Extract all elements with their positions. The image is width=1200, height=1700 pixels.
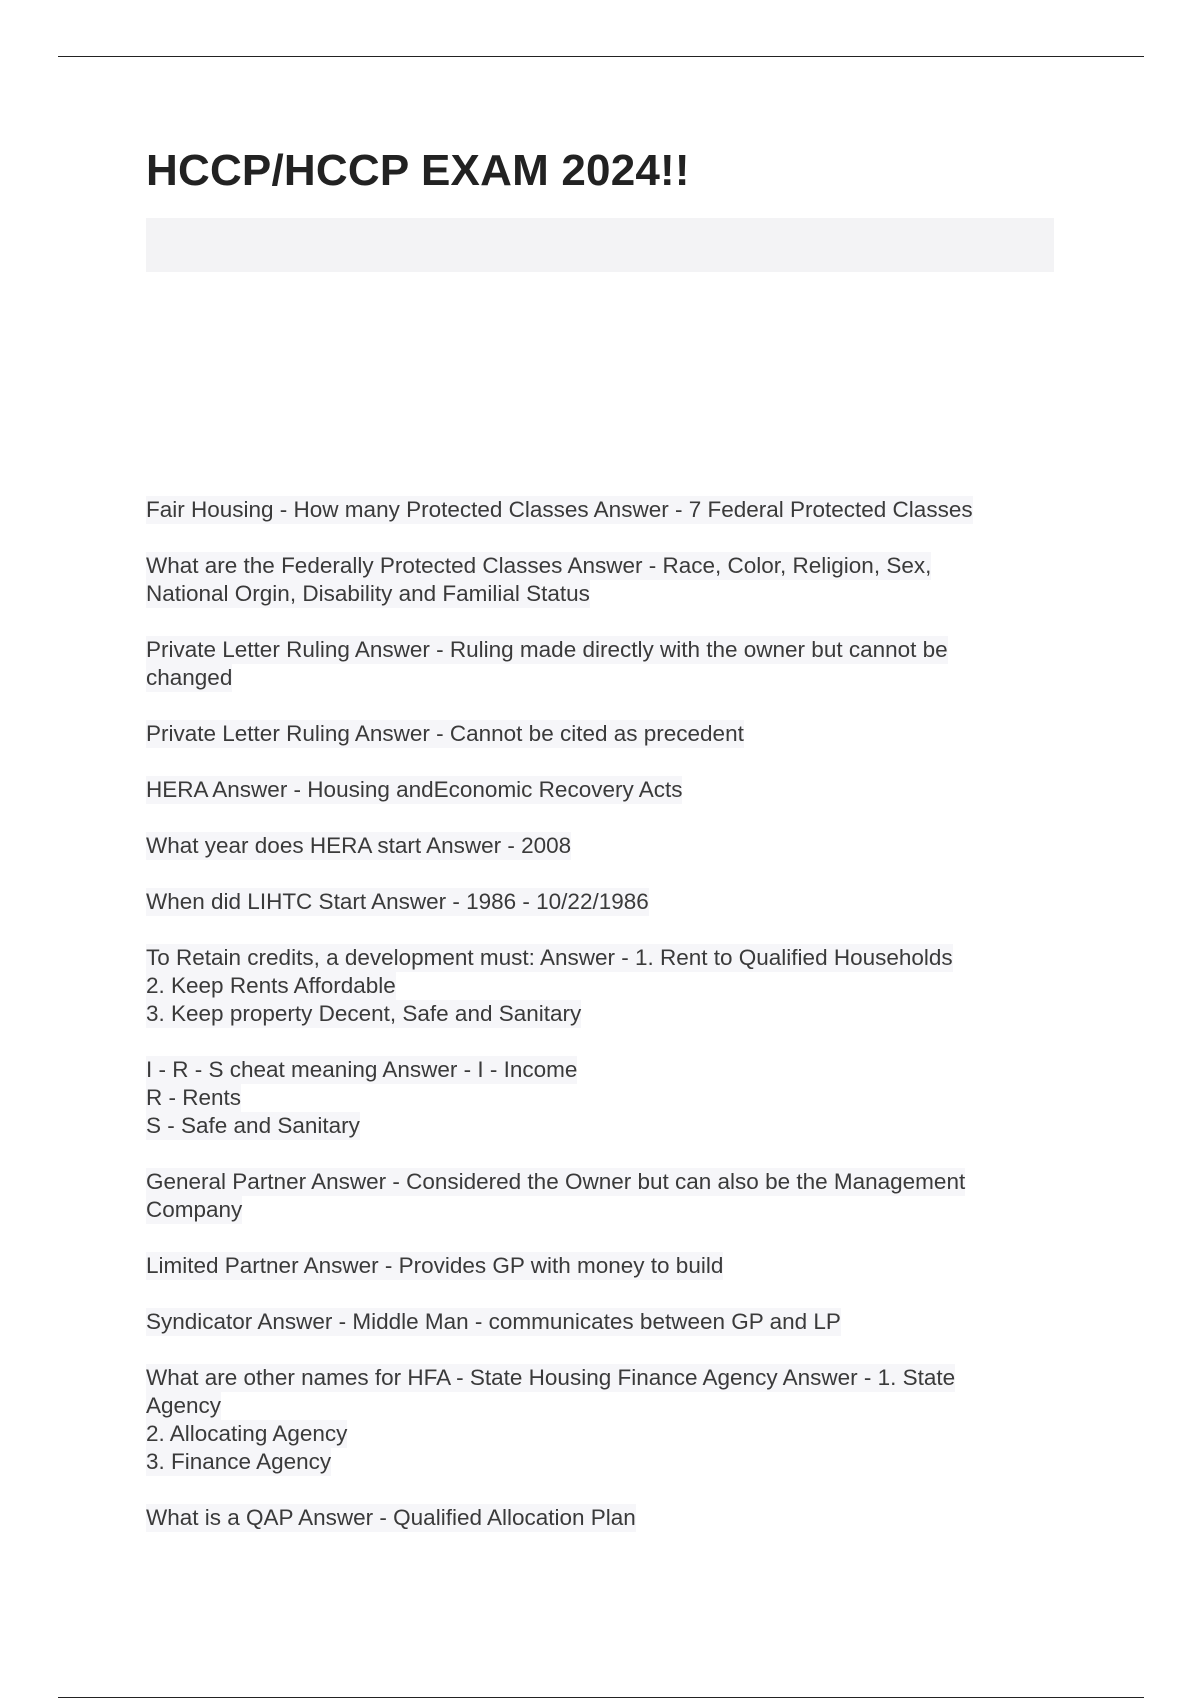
qa-entry-line: What year does HERA start Answer - 2008: [146, 833, 572, 858]
qa-entry: [146, 552, 1056, 608]
qa-entry-line: R - Rents: [146, 1085, 242, 1110]
qa-entry-line: Syndicator Answer - Middle Man - communicates between GP and LP: [146, 1309, 841, 1334]
qa-entry-lines: [146, 720, 1056, 748]
qa-entry-line: 3. Keep property Decent, Safe and Sanitary: [146, 1001, 582, 1026]
qa-entry: [146, 1168, 1056, 1224]
document-title: HCCP/HCCP EXAM 2024!!: [146, 146, 690, 195]
qa-entry: [146, 1504, 1056, 1532]
qa-entry-line: Limited Partner Answer - Provides GP with money to build: [146, 1253, 724, 1278]
qa-entry-lines: [146, 832, 1056, 860]
qa-entry-lines: [146, 496, 1056, 524]
qa-entry-lines: [146, 1308, 1056, 1336]
qa-entry: [146, 1252, 1056, 1280]
qa-entry-line: Private Letter Ruling Answer - Cannot be cited as precedent: [146, 721, 744, 746]
qa-entry-line: What is a QAP Answer - Qualified Allocation Plan: [146, 1505, 636, 1530]
qa-entry-lines: [146, 1364, 1056, 1476]
qa-entry-line: What are the Federally Protected Classes Answer - Race, Color, Religion, Sex,: [146, 553, 932, 578]
qa-entry-line: General Partner Answer - Considered the Owner but can also be the Management: [146, 1169, 966, 1194]
qa-entry: [146, 636, 1056, 692]
qa-entry-list: [146, 496, 1056, 1560]
top-rule: [58, 56, 1144, 57]
qa-entry: [146, 1056, 1056, 1140]
qa-entry-lines: [146, 1504, 1056, 1532]
qa-entry-line: S - Safe and Sanitary: [146, 1113, 360, 1138]
bottom-rule: [58, 1697, 1144, 1698]
qa-entry-line: 2. Allocating Agency: [146, 1421, 348, 1446]
qa-entry-line: National Orgin, Disability and Familial Status: [146, 581, 590, 606]
qa-entry: [146, 720, 1056, 748]
qa-entry-line: HERA Answer - Housing andEconomic Recovery Acts: [146, 777, 683, 802]
qa-entry-lines: [146, 888, 1056, 916]
qa-entry-lines: [146, 636, 1056, 692]
qa-entry-lines: [146, 1252, 1056, 1280]
qa-entry-line: To Retain credits, a development must: Answer - 1. Rent to Qualified Households: [146, 945, 953, 970]
qa-entry-line: Company: [146, 1197, 243, 1222]
qa-entry-lines: [146, 776, 1056, 804]
qa-entry: [146, 496, 1056, 524]
qa-entry-lines: [146, 1056, 1056, 1140]
qa-entry-line: Private Letter Ruling Answer - Ruling made directly with the owner but cannot be: [146, 637, 948, 662]
qa-entry-lines: [146, 1168, 1056, 1224]
qa-entry: [146, 888, 1056, 916]
qa-entry: [146, 776, 1056, 804]
qa-entry-line: 3. Finance Agency: [146, 1449, 332, 1474]
qa-entry-line: When did LIHTC Start Answer - 1986 - 10/22/1986: [146, 889, 649, 914]
qa-entry-line: What are other names for HFA - State Housing Finance Agency Answer - 1. State: [146, 1365, 956, 1390]
qa-entry-line: changed: [146, 665, 233, 690]
qa-entry-line: 2. Keep Rents Affordable: [146, 973, 396, 998]
title-underlay-bar: [146, 218, 1054, 272]
qa-entry: [146, 832, 1056, 860]
qa-entry-line: I - R - S cheat meaning Answer - I - Income: [146, 1057, 578, 1082]
qa-entry: [146, 1308, 1056, 1336]
qa-entry: [146, 1364, 1056, 1476]
qa-entry-lines: [146, 552, 1056, 608]
qa-entry: [146, 944, 1056, 1028]
qa-entry-lines: [146, 944, 1056, 1028]
qa-entry-line: Agency: [146, 1393, 222, 1418]
qa-entry-line: Fair Housing - How many Protected Classes Answer - 7 Federal Protected Classes: [146, 497, 973, 522]
